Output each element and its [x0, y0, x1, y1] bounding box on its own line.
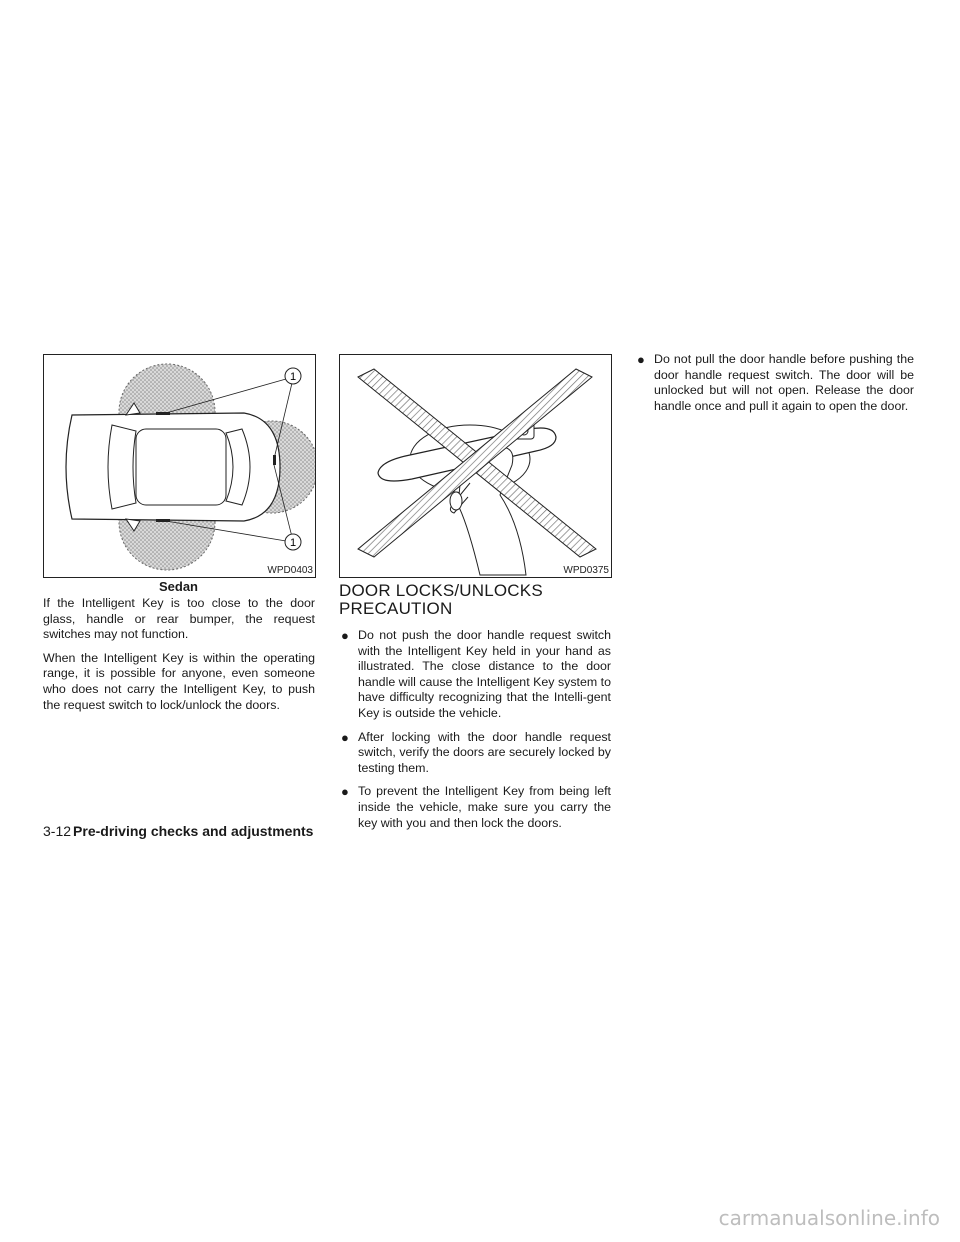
- precaution-list: [339, 628, 611, 839]
- list-item: ● After locking with the door handle request switch, verify the doors are securely locked by testing them.: [341, 729, 611, 775]
- sedan-top-view-illustration: [44, 355, 315, 577]
- bullet-icon: ●: [637, 352, 645, 367]
- callout-label-top: 1: [289, 371, 297, 383]
- precaution-list-continued: [635, 352, 914, 422]
- windshield: [108, 425, 136, 509]
- figure-code: WPD0375: [563, 565, 609, 576]
- figure-caption: Sedan: [158, 579, 198, 594]
- section-title: Pre-driving checks and adjustments: [73, 823, 314, 839]
- list-item: ● Do not push the door handle request switch with the Intelligent Key held in your hand as illustrated. The close distance to the door handle will cause the Intelligent Key system to have difficulty recognizing that the Intelli-gent Key is outside the vehicle.: [341, 628, 611, 720]
- page-number: 3-12: [43, 823, 72, 839]
- section-heading: [339, 582, 611, 618]
- callout-label-bottom: 1: [289, 537, 297, 549]
- heading-line-1: DOOR LOCKS/UNLOCKS: [339, 581, 543, 600]
- left-column-text: [43, 596, 315, 721]
- list-item: ● Do not pull the door handle before pushing the door handle request switch. The door will be unlocked but will not open. Release the door handle once and pull it again to open the door.: [637, 352, 914, 413]
- watermark: carmanualsonline.info: [718, 1206, 940, 1230]
- door-handle-figure: [339, 354, 612, 578]
- bullet-icon: ●: [341, 729, 349, 745]
- roof: [136, 429, 226, 505]
- figure-code: WPD0403: [267, 565, 313, 576]
- key-ring: [450, 492, 462, 510]
- bullet-icon: ●: [341, 628, 349, 643]
- crossed-out-handle-illustration: [340, 355, 611, 577]
- list-item: ● To prevent the Intelligent Key from being left inside the vehicle, make sure you carry the key with you and then lock the doors.: [341, 784, 611, 830]
- paragraph-too-close: If the Intelligent Key is too close to the door glass, handle or rear bumper, the request switches may not function.: [43, 596, 315, 642]
- heading-line-2: PRECAUTION: [339, 599, 453, 618]
- page-footer: [43, 823, 313, 839]
- bullet-icon: ●: [341, 784, 349, 800]
- sedan-diagram-figure: [43, 354, 316, 578]
- paragraph-operating-range: When the Intelligent Key is within the operating range, it is possible for anyone, even someone who does not carry the Intelligent Key, to push the request switch to lock/unlock the doors.: [43, 650, 315, 712]
